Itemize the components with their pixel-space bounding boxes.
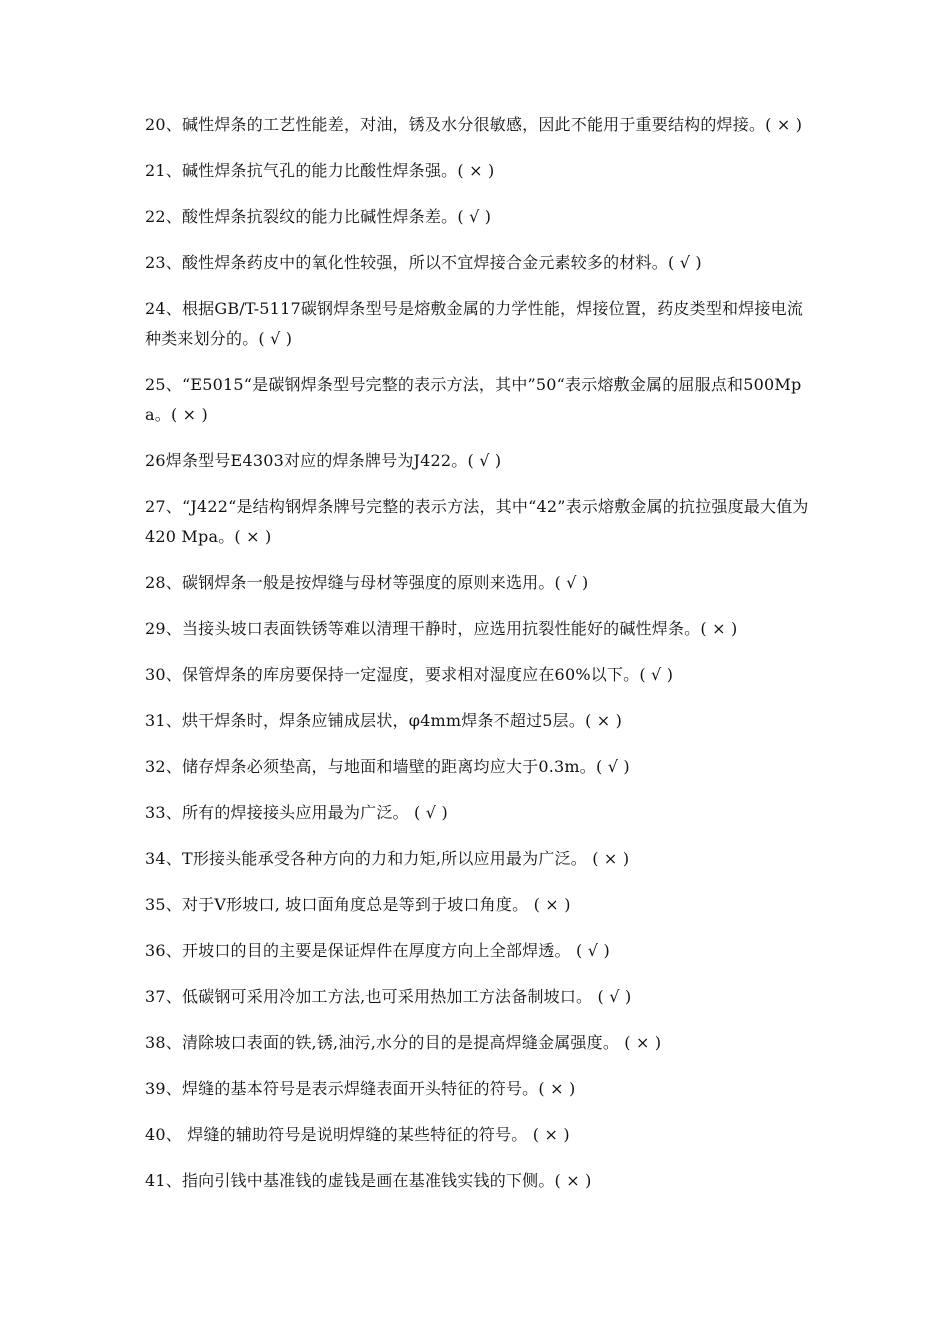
question-41: 41、指向引钱中基准钱的虚钱是画在基准钱实钱的下侧。( × ) (145, 1171, 592, 1190)
question-27: 27、“J422“是结构钢焊条牌号完整的表示方法，其中“42”表示熔敷金属的抗拉强度最大值为420 Mpa。( × ) (145, 497, 809, 546)
question-list (145, 110, 810, 1212)
question-25: 25、“E5015“是碳钢焊条型号完整的表示方法，其中”50“表示熔敷金属的屈服点和500Mpa。( × ) (145, 375, 802, 424)
question-26: 26焊条型号E4303对应的焊条牌号为J422。( √ ) (145, 451, 502, 470)
question-37: 37、低碳钢可采用冷加工方法,也可采用热加工方法备制坡口。 ( √ ) (145, 987, 632, 1006)
question-32: 32、储存焊条必须垫高，与地面和墙壁的距离均应大于0.3m。( √ ) (145, 757, 630, 776)
question-28: 28、碳钢焊条一般是按焊缝与母材等强度的原则来选用。( √ ) (145, 573, 589, 592)
question-29: 29、当接头坡口表面铁锈等难以清理干静时，应选用抗裂性能好的碱性焊条。( × ) (145, 619, 738, 638)
question-22: 22、酸性焊条抗裂纹的能力比碱性焊条差。( √ ) (145, 207, 492, 226)
question-21: 21、碱性焊条抗气孔的能力比酸性焊条强。( × ) (145, 161, 495, 180)
question-39: 39、焊缝的基本符号是表示焊缝表面开头特征的符号。( × ) (145, 1079, 576, 1098)
question-20: 20、碱性焊条的工艺性能差，对油，锈及水分很敏感，因此不能用于重要结构的焊接。( × ) (145, 115, 803, 134)
question-38: 38、清除坡口表面的铁,锈,油污,水分的目的是提高焊缝金属强度。 ( × ) (145, 1033, 662, 1052)
question-23: 23、酸性焊条药皮中的氧化性较强，所以不宜焊接合金元素较多的材料。( √ ) (145, 253, 702, 272)
question-24: 24、根据GB/T-5117碳钢焊条型号是熔敷金属的力学性能，焊接位置，药皮类型和焊接电流种类来划分的。( √ ) (145, 299, 804, 348)
question-30: 30、保管焊条的库房要保持一定湿度，要求相对湿度应在60%以下。( √ ) (145, 665, 674, 684)
question-36: 36、开坡口的目的主要是保证焊件在厚度方向上全部焊透。 ( √ ) (145, 941, 610, 960)
question-31: 31、烘干焊条时，焊条应铺成层状，φ4mm焊条不超过5层。( × ) (145, 711, 623, 730)
question-35: 35、对于V形坡口, 坡口面角度总是等到于坡口角度。 ( × ) (145, 895, 571, 914)
question-34: 34、T形接头能承受各种方向的力和力矩,所以应用最为广泛。 ( × ) (145, 849, 630, 868)
question-33: 33、所有的焊接接头应用最为广泛。 ( √ ) (145, 803, 448, 822)
question-40: 40、 焊缝的辅助符号是说明焊缝的某些特征的符号。 ( × ) (145, 1125, 570, 1144)
